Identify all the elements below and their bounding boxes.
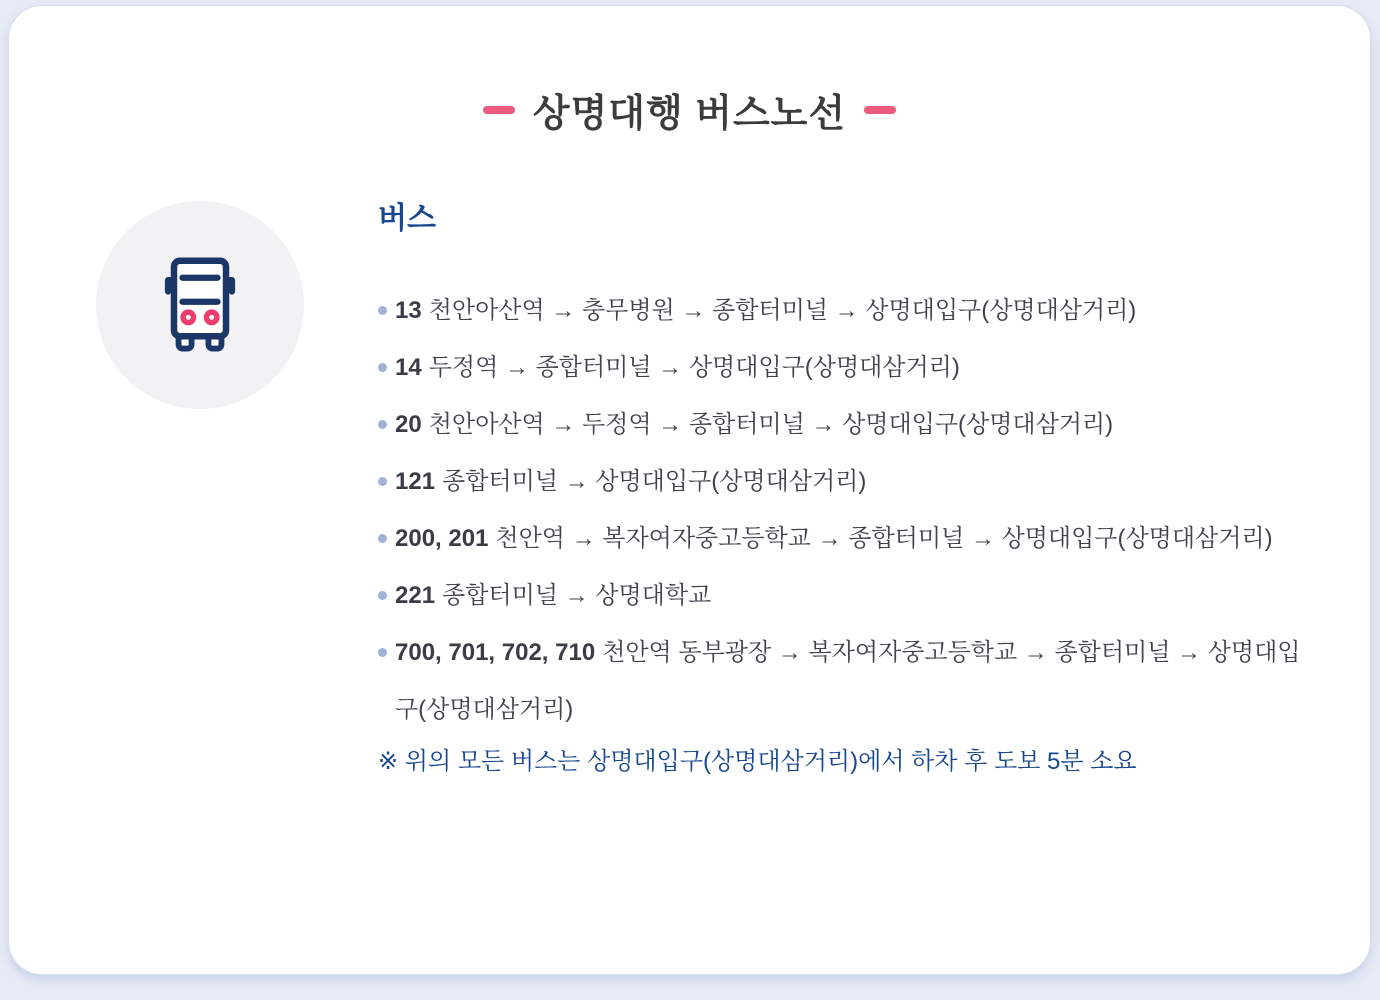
route-numbers: 14 [395, 354, 422, 381]
route-numbers: 121 [395, 468, 436, 495]
route-numbers: 20 [395, 411, 422, 438]
route-item [378, 453, 1303, 510]
route-item [378, 510, 1303, 567]
bus-route-card [8, 5, 1371, 975]
route-item [378, 282, 1303, 339]
bus-icon [135, 240, 265, 370]
title-dash-left-icon [483, 106, 515, 114]
page-title [9, 82, 1370, 137]
bus-icon-circle [96, 201, 304, 409]
route-path: 천안역 동부광장 → 복자여자중고등학교 → 종합터미널 → 상명대입구(상명대삼거리) [395, 639, 1301, 723]
title-dash-right-icon [864, 106, 896, 114]
route-path: 종합터미널 → 상명대입구(상명대삼거리) [442, 468, 867, 495]
route-numbers: 221 [395, 582, 436, 609]
route-item [378, 624, 1303, 738]
page-title-text: 상명대행 버스노선 [532, 93, 847, 135]
route-path: 두정역 → 종합터미널 → 상명대입구(상명대삼거리) [428, 354, 960, 381]
walk-time-note: ※ 위의 모든 버스는 상명대입구(상명대삼거리)에서 하차 후 도보 5분 소요 [378, 748, 1137, 775]
bus-section [9, 201, 1370, 782]
route-numbers: 700, 701, 702, 710 [395, 639, 596, 666]
route-path: 종합터미널 → 상명대학교 [442, 582, 712, 609]
route-item [378, 339, 1303, 396]
route-path: 천안아산역 → 두정역 → 종합터미널 → 상명대입구(상명대삼거리) [428, 411, 1114, 438]
route-numbers: 13 [395, 297, 422, 324]
route-item [378, 567, 1303, 624]
route-list [378, 282, 1303, 738]
route-path: 천안아산역 → 충무병원 → 종합터미널 → 상명대입구(상명대삼거리) [428, 297, 1137, 324]
route-item [378, 396, 1303, 453]
section-heading: 버스 [378, 202, 436, 235]
bus-info-column [378, 201, 1303, 782]
route-path: 천안역 → 복자여자중고등학교 → 종합터미널 → 상명대입구(상명대삼거리) [495, 525, 1273, 552]
route-numbers: 200, 201 [395, 525, 489, 552]
